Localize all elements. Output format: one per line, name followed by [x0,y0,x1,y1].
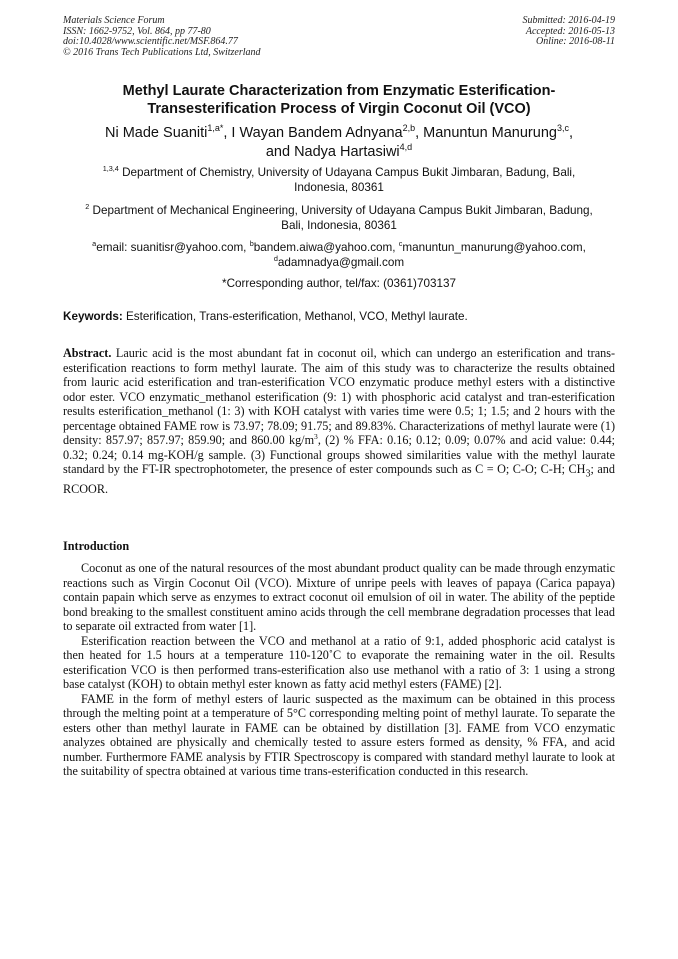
journal-name: Materials Science Forum [63,15,165,26]
abstract-text: , (2) % FFA: 0.16; 0.12; 0.09; 0.07% and acid value: 0.44; 0.32; 0.24; 0.14 mg-KOH/g sample. (3) Functional groups showed similarities value with the methyl laurate standard by the FT-IR spectrophotometer, the presence of ester compounds such as C = O; C-O; C-H; CH [63,433,615,476]
affiliation-line [63,165,615,180]
affiliation-mark: 1,3,4 [102,164,119,174]
title-line-2: Transesterification Process of Virgin Coconut Oil (VCO) [147,101,531,117]
author-affiliation-mark: 4,d [399,142,413,153]
paragraph: FAME in the form of methyl esters of lauric suspected as the maximum can be obtained in this process through the melting point at a temperature of 5°C corresponding melting point of methyl laurate. To separate the esters other than methyl laurate in FAME can be obtained by distillation [3]. FAME from VCO enzymatic analyzes obtained are physically and chemically tested to assure esters formed as density, % FFA, and acid number. Furthermore FAME analysis by FTIR Spectroscopy is compared with standard methyl laurate to look at the suitability of spectra obtained at various time trans-esterification conducted in this research. [63,691,615,778]
authors-line-1: Ni Made Suaniti$^{1,a*}$, I Wayan Bandem Adnyana$^{2,b}$, Manuntun Manurung$^{3,c}$, [105,123,573,141]
author-affiliation-mark: 1,a* [207,123,224,134]
doi-line: doi:10.4028/www.scientific.net/MSF.864.77 [63,36,238,48]
affiliation-text: Indonesia, 80361 [294,181,384,194]
issn-line: ISSN: 1662-9752, Vol. 864, pp 77-80 [63,25,211,37]
email-mark: d [273,254,278,264]
email-text: email: suanitisr@yahoo.com, [96,241,247,254]
copyright-line: © 2016 Trans Tech Publications Ltd, Switzerland [63,46,261,58]
affiliation-text: Department of Chemistry, University of Udayana Campus Bukit Jimbaran, Badung, Bali, [122,166,576,179]
email-text: bandem.aiwa@yahoo.com, [253,241,396,254]
title-line-1: Methyl Laurate Characterization from Enzymatic Esterification- [122,83,556,99]
emails-line-2 [63,255,615,270]
affiliation-text: Bali, Indonesia, 80361 [281,219,397,232]
online-date: Online: 2016-08-11 [536,36,615,48]
email-mark: a [92,239,97,249]
affiliation-mechanical [63,203,615,233]
authors-line-2 [63,143,615,162]
paper-title [63,82,615,118]
author-list [63,124,615,162]
abstract-text: Lauric acid is the most abundant fat in coconut oil, which can undergo an esterification and trans-esterification reactions to form methyl laurate. The aim of this study was to characterize the results obtained from lauric acid esterification and tran-esterification VCO enzymatic produce methyl esters with a distinctive odor ester. VCO enzymatic_methanol esterification (9: 1) with phosphoric acid catalyst and tran-esterification results esterification_methanol (1: 3) with KOH catalyst with varies time were 0.5; 1; 1.5; and 2 hours with the percentage obtained FAME row is 73.97; 78.09; 91.75; and 89.83%. Characterizations of methyl laurate were (1) density: 857.97; 857.97; 859.90; and 860.00 kg/m [63,346,616,447]
keywords [63,309,615,324]
accepted-date: Accepted: 2016-05-13 [525,25,615,37]
corresponding-author: *Corresponding author, tel/fax: (0361)703137 [222,277,456,290]
emails-line-1 [63,240,615,255]
affiliation-text: Department of Mechanical Engineering, University of Udayana Campus Bukit Jimbaran, Badung, [92,204,593,217]
author-affiliation-mark: 2,b [402,123,416,134]
email-text: manuntun_manurung@yahoo.com, [402,241,586,254]
author-name: Manuntun Manurung [423,125,557,141]
paragraph: Coconut as one of the natural resources of the most abundant product quality can be made through enzymatic reactions such as Virgin Coconut Oil (VCO). Mixture of unripe peels with leaves of papaya (Carica papaya) contain papain which serve as enzymes to extract coconut oil emulsion of oil in water. The ability of the peptide bond breaking to the smallest constituent amino acids through the cell membrane degradation processes that lead to separate oil extracted from water [1]. [63,561,615,633]
email-text: adamnadya@gmail.com [277,256,405,269]
abstract-text: ; and RCOOR. [63,462,615,496]
abstract-label: Abstract. [63,346,112,360]
email-mark: b [249,239,254,249]
section-heading-introduction: Introduction [63,539,130,553]
author-affiliation-mark: 3,c [556,123,569,134]
submitted-date: Submitted: 2016-04-19 [522,15,615,26]
author-name: Nadya Hartasiwi [294,144,400,160]
email-mark: c [398,239,403,249]
affiliation-line [63,203,615,218]
journal-info [63,16,261,58]
author-name: Ni Made Suaniti [105,125,208,141]
subscript: 3 [585,468,591,480]
keywords-text: Esterification, Trans-esterification, Methanol, VCO, Methyl laurate. [126,310,468,323]
abstract [63,346,615,496]
affiliation-chemistry [63,165,615,195]
introduction-body [63,561,615,779]
superscript: 3 [314,431,318,441]
submission-dates [523,16,616,48]
paragraph: Esterification reaction between the VCO and methanol at a ratio of 9:1, added phosphoric acid catalyst is then heated for 1.5 hours at a temperature 110-120˚C to evaporate the remaining water in the oil. Results esterification VCO is then performed trans-esterification also use methanol with a ratio of 3: 1 using a strong base catalyst (KOH) to obtain methyl ester known as fatty acid methyl esters (FAME) [2]. [63,633,615,691]
affiliation-mark: 2 [85,202,90,212]
author-name: I Wayan Bandem Adnyana [231,125,403,141]
keywords-label: Keywords: [63,310,123,323]
author-conjunction: and [265,144,291,160]
author-emails [63,240,615,270]
